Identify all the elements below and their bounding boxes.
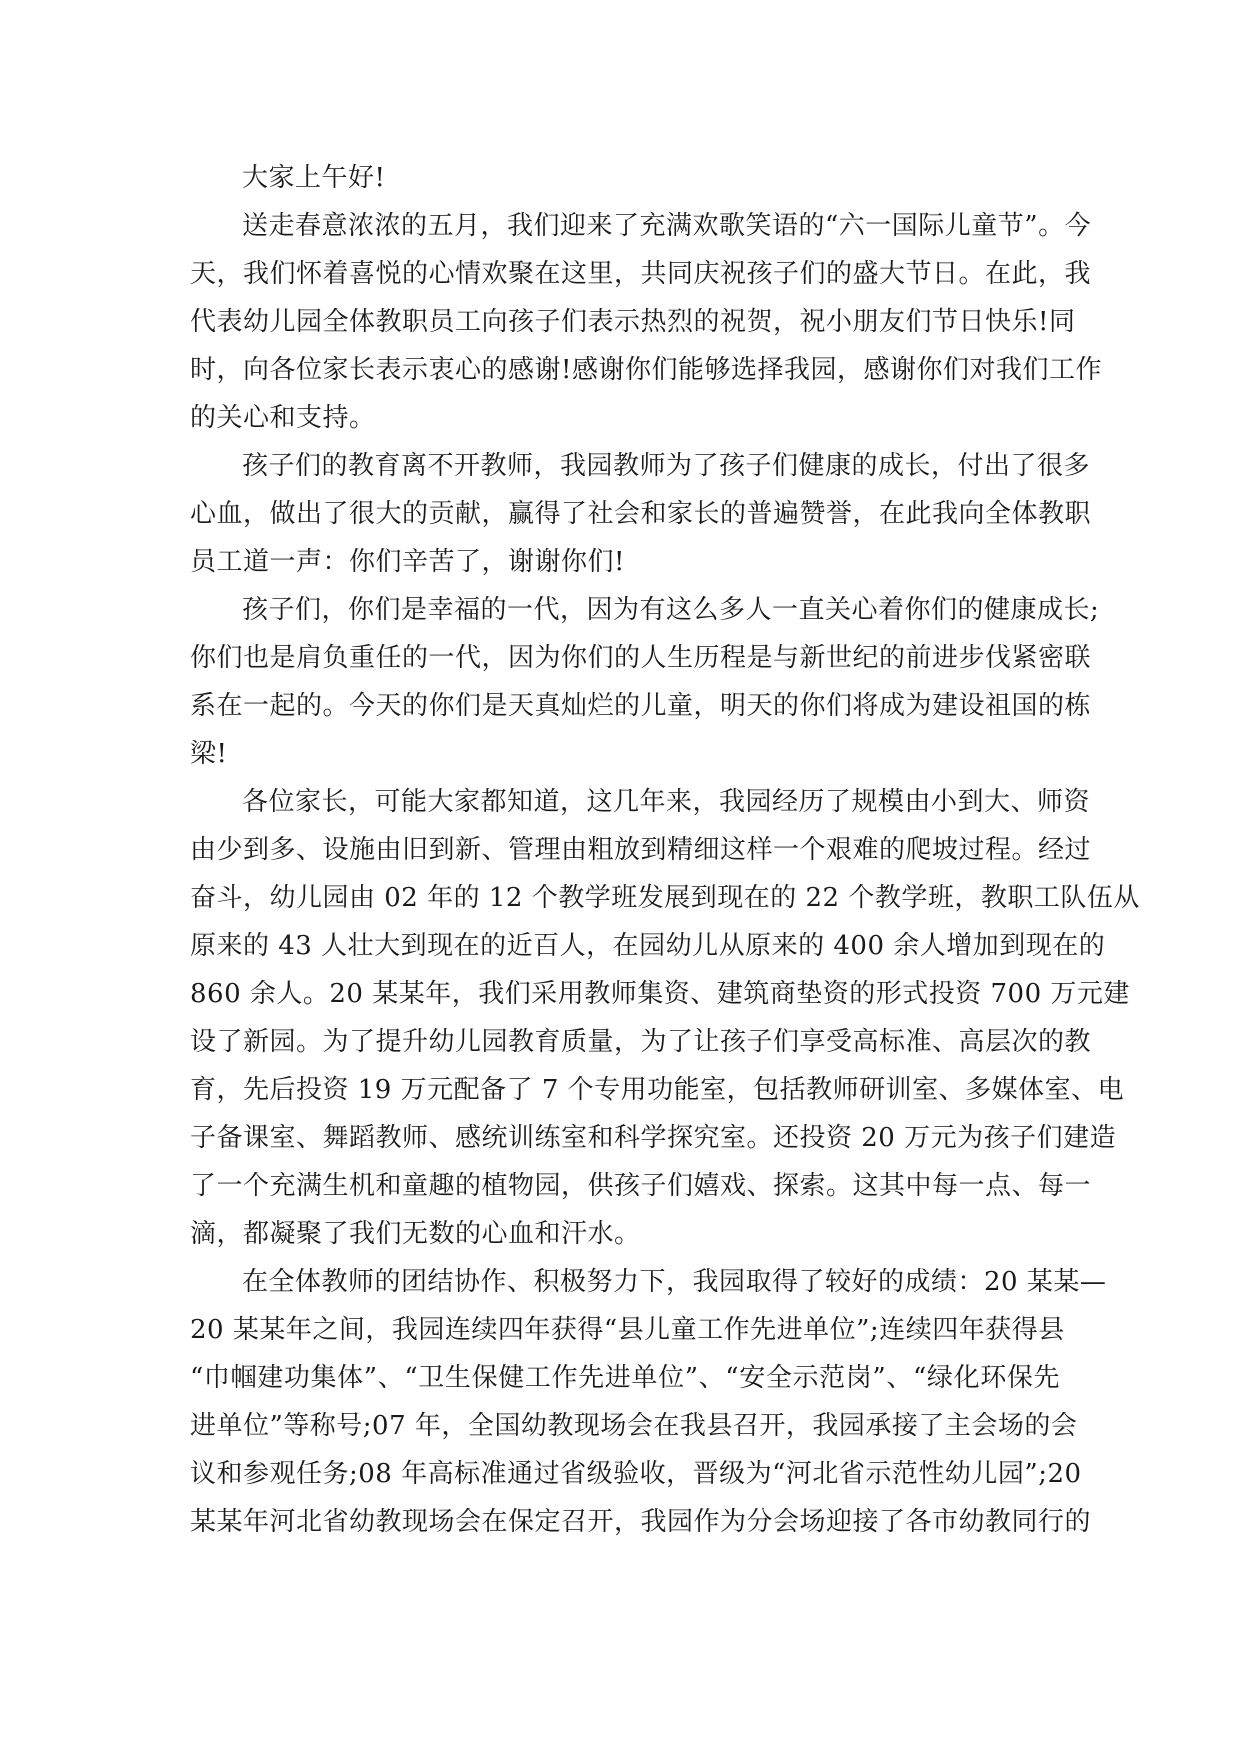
- paragraph-4-line-3: 奋斗，幼儿园由 02 年的 12 个教学班发展到现在的 22 个教学班，教职工队伍从: [190, 883, 1140, 913]
- paragraph-5-line-4: 进单位”等称号;07 年，全国幼教现场会在我县召开，我园承接了主会场的会: [190, 1411, 1078, 1441]
- paragraph-2-line-1: 孩子们的教育离不开教师，我园教师为了孩子们健康的成长，付出了很多: [242, 451, 1091, 481]
- paragraph-4-line-5: 860 余人。20 某某年，我们采用教师集资、建筑商垫资的形式投资 700 万元建: [190, 979, 1130, 1009]
- paragraph-5-line-3: “巾帼建功集体”、“卫生保健工作先进单位”、“安全示范岗”、“绿化环保先: [190, 1363, 1060, 1393]
- paragraph-2-line-3: 员工道一声：你们辛苦了，谢谢你们!: [190, 547, 625, 577]
- paragraph-1-line-3: 代表幼儿园全体教职员工向孩子们表示热烈的祝贺，祝小朋友们节日快乐!同: [190, 307, 1076, 337]
- paragraph-1-line-4: 时，向各位家长表示衷心的感谢!感谢你们能够选择我园，感谢你们对我们工作: [190, 355, 1102, 385]
- paragraph-4-line-2: 由少到多、设施由旧到新、管理由粗放到精细这样一个艰难的爬坡过程。经过: [190, 835, 1092, 865]
- paragraph-4-line-7: 育，先后投资 19 万元配备了 7 个专用功能室，包括教师研训室、多媒体室、电: [190, 1075, 1125, 1105]
- paragraph-4-line-8: 子备课室、舞蹈教师、感统训练室和科学探究室。还投资 20 万元为孩子们建造: [190, 1123, 1117, 1153]
- paragraph-4-line-10: 滴，都凝聚了我们无数的心血和汗水。: [190, 1219, 641, 1249]
- paragraph-3-line-3: 系在一起的。今天的你们是天真灿烂的儿童，明天的你们将成为建设祖国的栋: [190, 691, 1092, 721]
- paragraph-1-line-2: 天，我们怀着喜悦的心情欢聚在这里，共同庆祝孩子们的盛大节日。在此，我: [190, 259, 1092, 289]
- paragraph-4-line-9: 了一个充满生机和童趣的植物园，供孩子们嬉戏、探索。这其中每一点、每一: [190, 1171, 1092, 1201]
- paragraph-2-line-2: 心血，做出了很大的贡献，赢得了社会和家长的普遍赞誉，在此我向全体教职: [190, 499, 1092, 529]
- paragraph-4-line-1: 各位家长，可能大家都知道，这几年来，我园经历了规模由小到大、师资: [242, 787, 1091, 817]
- paragraph-5-line-2: 20 某某年之间，我园连续四年获得“县儿童工作先进单位”;连续四年获得县: [190, 1315, 1065, 1345]
- paragraph-1-line-5: 的关心和支持。: [190, 403, 376, 433]
- paragraph-4-line-4: 原来的 43 人壮大到现在的近百人，在园幼儿从原来的 400 余人增加到现在的: [190, 931, 1106, 961]
- paragraph-3-line-2: 你们也是肩负重任的一代，因为你们的人生历程是与新世纪的前进步伐紧密联: [190, 643, 1092, 673]
- paragraph-3-line-1: 孩子们，你们是幸福的一代，因为有这么多人一直关心着你们的健康成长;: [242, 595, 1100, 625]
- paragraph-5-line-6: 某某年河北省幼教现场会在保定召开，我园作为分会场迎接了各市幼教同行的: [190, 1507, 1092, 1537]
- paragraph-5-line-1: 在全体教师的团结协作、积极努力下，我园取得了较好的成绩：20 某某—: [242, 1267, 1107, 1297]
- paragraph-1-line-1: 送走春意浓浓的五月，我们迎来了充满欢歌笑语的“六一国际儿童节”。今: [242, 211, 1092, 241]
- paragraph-3-line-4: 梁!: [190, 739, 228, 769]
- paragraph-5-line-5: 议和参观任务;08 年高标准通过省级验收，晋级为“河北省示范性幼儿园”;20: [190, 1459, 1082, 1489]
- paragraph-4-line-6: 设了新园。为了提升幼儿园教育质量，为了让孩子们享受高标准、高层次的教: [190, 1027, 1092, 1057]
- greeting-line: 大家上午好!: [242, 163, 386, 193]
- document-body: [190, 154, 1140, 1546]
